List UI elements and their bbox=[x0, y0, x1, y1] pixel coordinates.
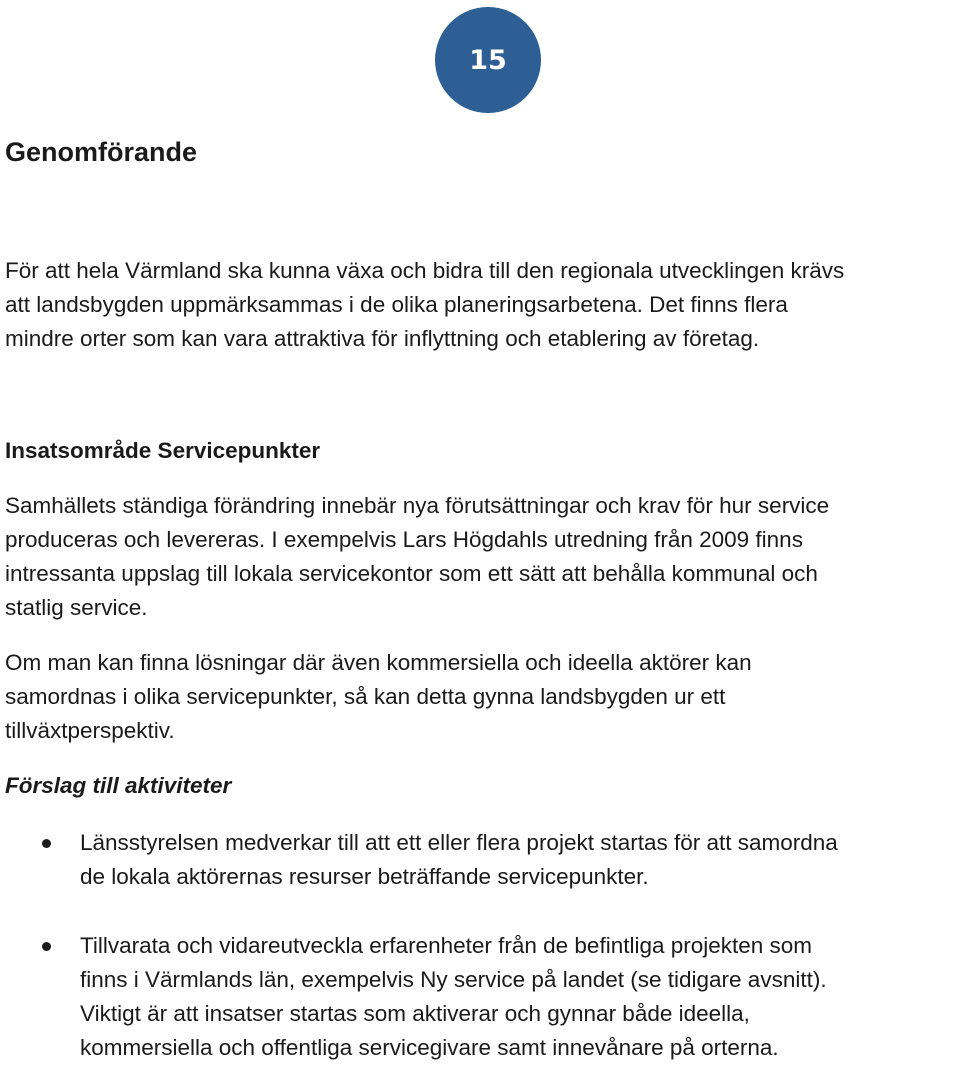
list-item bbox=[0, 826, 955, 894]
intro-line: mindre orter som kan vara attraktiva för inflyttning och etablering av företag. bbox=[5, 326, 760, 351]
bullet-icon bbox=[42, 942, 51, 951]
list-item-line: Viktigt är att insatser startas som aktiverar och gynnar både ideella, bbox=[80, 1001, 750, 1026]
list-item-line: Tillvarata och vidareutveckla erfarenheter från de befintliga projekten som bbox=[80, 933, 813, 958]
paragraph-line: statlig service. bbox=[5, 595, 148, 620]
paragraph-line: Samhällets ständiga förändring innebär nya förutsättningar och krav för hur service bbox=[5, 493, 830, 518]
intro-paragraph bbox=[5, 254, 957, 356]
activities-title: Förslag till aktiviteter bbox=[5, 773, 232, 798]
list-item bbox=[0, 929, 955, 1065]
paragraph-line: samordnas i olika servicepunkter, så kan detta gynna landsbygden ur ett bbox=[5, 684, 726, 709]
paragraph-line: tillväxtperspektiv. bbox=[5, 718, 175, 743]
list-item-line: kommersiella och offentliga servicegivare samt innevånare på orterna. bbox=[80, 1035, 779, 1060]
list-item-line: finns i Värmlands län, exempelvis Ny service på landet (se tidigare avsnitt). bbox=[80, 967, 827, 992]
page-title: Genomförande bbox=[5, 137, 198, 167]
paragraph-line: produceras och levereras. I exempelvis Lars Högdahls utredning från 2009 finns bbox=[5, 527, 803, 552]
paragraph-cooperation bbox=[5, 646, 957, 748]
list-item-text bbox=[80, 929, 955, 1065]
bullet-icon bbox=[42, 839, 51, 848]
intro-line: att landsbygden uppmärksammas i de olika planeringsarbetena. Det finns flera bbox=[5, 292, 788, 317]
list-item-text bbox=[80, 826, 955, 894]
list-item-line: de lokala aktörernas resurser beträffande servicepunkter. bbox=[80, 864, 649, 889]
paragraph-line: Om man kan finna lösningar där även kommersiella och ideella aktörer kan bbox=[5, 650, 752, 675]
activities-list-continued bbox=[0, 929, 955, 1065]
paragraph-services bbox=[5, 489, 957, 625]
page-number-badge bbox=[435, 7, 541, 113]
page-number: 15 bbox=[469, 44, 507, 76]
activities-list bbox=[0, 826, 955, 894]
list-item-line: Länsstyrelsen medverkar till att ett eller flera projekt startas för att samordna bbox=[80, 830, 838, 855]
section-title: Insatsområde Servicepunkter bbox=[5, 438, 321, 463]
paragraph-line: intressanta uppslag till lokala servicekontor som ett sätt att behålla kommunal och bbox=[5, 561, 818, 586]
intro-line: För att hela Värmland ska kunna växa och bidra till den regionala utvecklingen krävs bbox=[5, 258, 845, 283]
